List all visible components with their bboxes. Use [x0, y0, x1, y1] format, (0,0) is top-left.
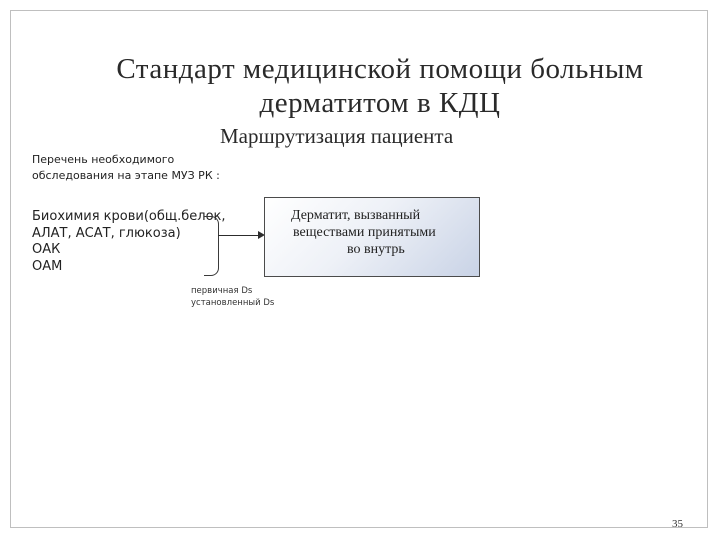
exam-list-heading: [32, 152, 220, 184]
exam-item: ОАК: [32, 242, 61, 257]
exam-item: Биохимия крови(общ.белок,: [32, 209, 226, 224]
diagnosis-notes: [191, 285, 274, 309]
exam-list-heading-line-2: обследования на этапе МУЗ РК :: [32, 169, 220, 182]
note-established-ds: установленный Ds: [191, 298, 275, 308]
title-line-2: дерматитом в КДЦ: [259, 87, 501, 119]
exam-item: АЛАТ, АСАТ, глюкоза): [32, 225, 181, 241]
diagnosis-line-2: веществами принятыми: [293, 225, 436, 240]
slide-subtitle: Маршрутизация пациента: [220, 124, 454, 148]
exam-list-heading-line-1: Перечень необходимого: [32, 153, 175, 166]
exam-group-bracket: [204, 216, 219, 276]
exam-list: [32, 209, 226, 275]
diagnosis-box: [264, 197, 480, 277]
slide-title: [40, 52, 720, 120]
title-line-1: Стандарт медицинской помощи больным: [116, 53, 644, 85]
diagnosis-line-3: во внутрь: [347, 242, 405, 257]
exam-item: ОАМ: [32, 258, 63, 274]
note-primary-ds: первичная Ds: [191, 286, 253, 296]
page-number: 35: [672, 518, 683, 530]
diagnosis-line-1: Дерматит, вызванный: [291, 208, 421, 223]
flow-arrow-line: [218, 235, 262, 236]
